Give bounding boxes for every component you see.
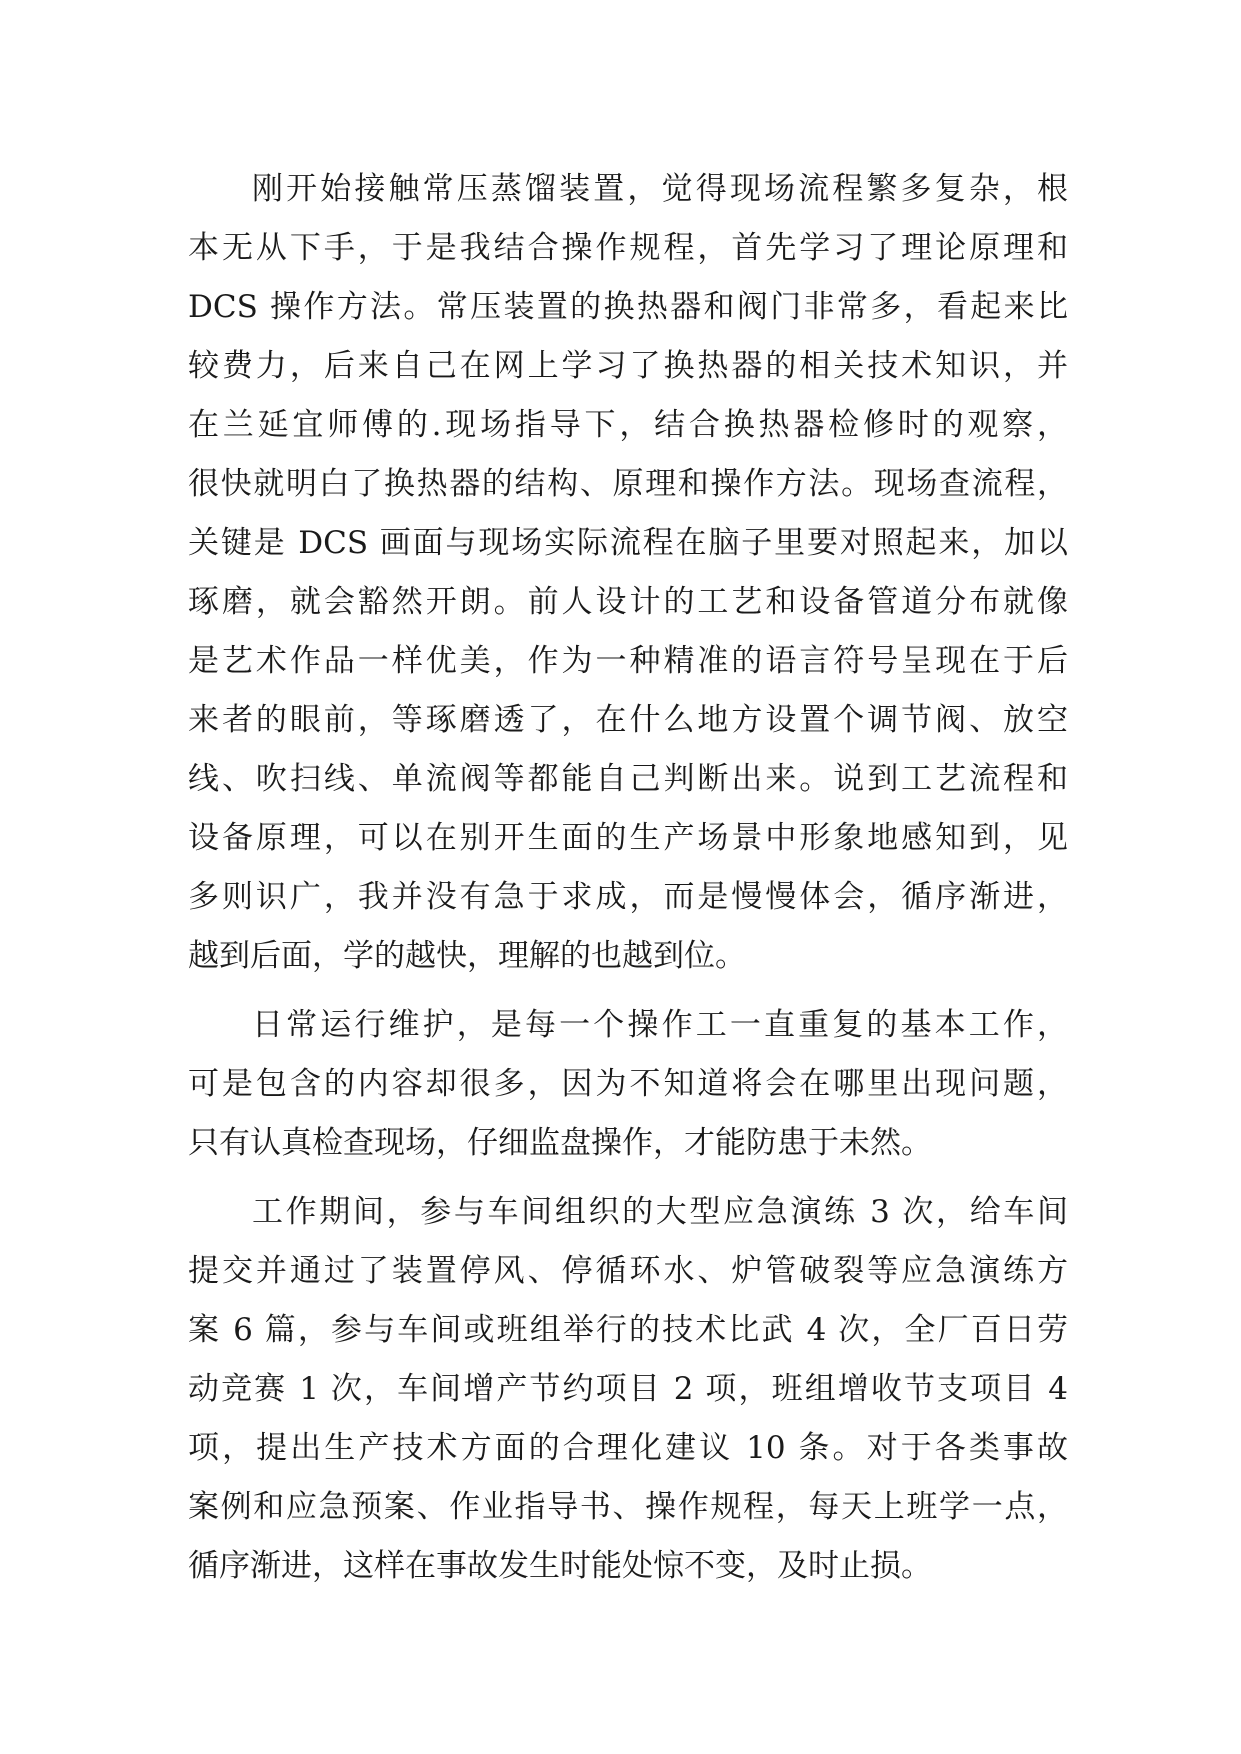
- text-line: DCS 操作方法。常压装置的换热器和阀门非常多，看起来比: [188, 289, 1068, 325]
- paragraph-spacer: [188, 1173, 1068, 1183]
- text-line: 项，提出生产技术方面的合理化建议 10 条。对于各类事故: [188, 1430, 1068, 1466]
- text-line: 设备原理，可以在别开生面的生产场景中形象地感知到，见: [188, 820, 1068, 856]
- paragraph-1: [188, 160, 1068, 986]
- text-line: 可是包含的内容却很多，因为不知道将会在哪里出现问题，: [188, 1066, 1068, 1102]
- text-line: 较费力，后来自己在网上学习了换热器的相关技术知识，并: [188, 348, 1068, 384]
- text-line: 关键是 DCS 画面与现场实际流程在脑子里要对照起来，加以: [188, 525, 1068, 561]
- text-line: 案例和应急预案、作业指导书、操作规程，每天上班学一点，: [188, 1489, 1068, 1525]
- paragraph-spacer: [188, 986, 1068, 996]
- text-line: 刚开始接触常压蒸馏装置，觉得现场流程繁多复杂，根: [252, 171, 1068, 207]
- text-line: 只有认真检查现场，仔细监盘操作，才能防患于未然。: [188, 1125, 932, 1161]
- text-line: 提交并通过了装置停风、停循环水、炉管破裂等应急演练方: [188, 1253, 1068, 1289]
- text-line: 很快就明白了换热器的结构、原理和操作方法。现场查流程，: [188, 466, 1068, 502]
- text-line: 琢磨，就会豁然开朗。前人设计的工艺和设备管道分布就像: [188, 584, 1068, 620]
- text-line: 案 6 篇，参与车间或班组举行的技术比武 4 次，全厂百日劳: [188, 1312, 1068, 1348]
- text-line: 越到后面，学的越快，理解的也越到位。: [188, 938, 746, 974]
- text-line: 日常运行维护，是每一个操作工一直重复的基本工作，: [252, 1007, 1068, 1043]
- text-line: 循序渐进，这样在事故发生时能处惊不变，及时止损。: [188, 1548, 932, 1584]
- text-line: 是艺术作品一样优美，作为一种精准的语言符号呈现在于后: [188, 643, 1068, 679]
- text-line: 多则识广，我并没有急于求成，而是慢慢体会，循序渐进，: [188, 879, 1068, 915]
- text-line: 工作期间，参与车间组织的大型应急演练 3 次，给车间: [252, 1194, 1068, 1230]
- paragraph-2: [188, 996, 1068, 1173]
- document-body: [188, 160, 1068, 1596]
- text-line: 本无从下手，于是我结合操作规程，首先学习了理论原理和: [188, 230, 1068, 266]
- text-line: 在兰延宜师傅的.现场指导下，结合换热器检修时的观察，: [188, 407, 1068, 443]
- text-line: 来者的眼前，等琢磨透了，在什么地方设置个调节阀、放空: [188, 702, 1068, 738]
- text-line: 线、吹扫线、单流阀等都能自己判断出来。说到工艺流程和: [188, 761, 1068, 797]
- text-line: 动竞赛 1 次，车间增产节约项目 2 项，班组增收节支项目 4: [188, 1371, 1068, 1407]
- paragraph-3: [188, 1183, 1068, 1596]
